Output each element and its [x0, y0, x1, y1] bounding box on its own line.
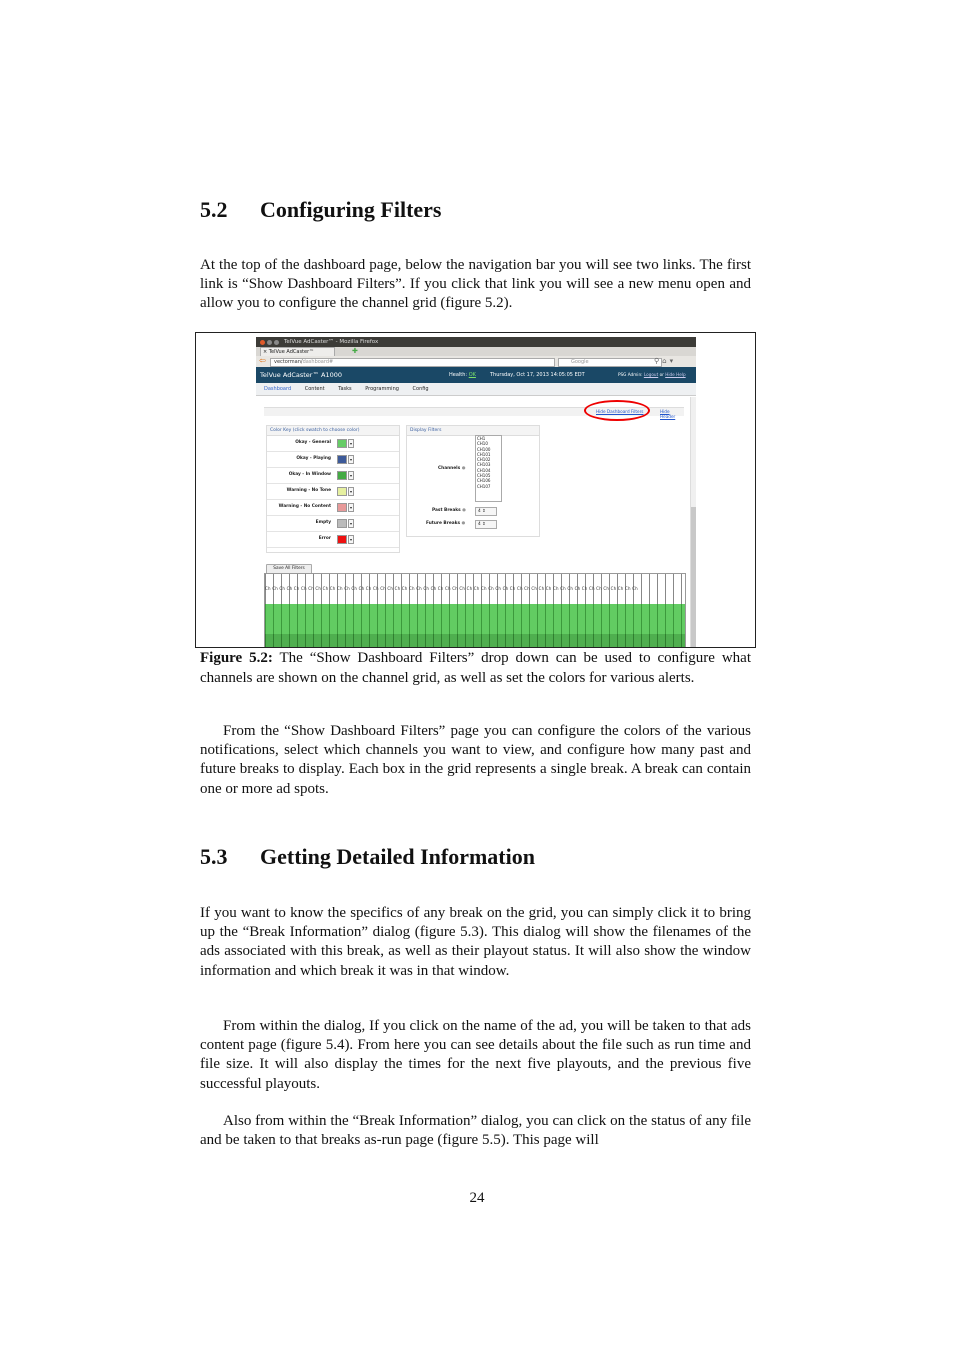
- home-icon: ⌂: [662, 357, 670, 365]
- future-breaks-text: Future Breaks: [426, 521, 461, 526]
- close-window-icon: [260, 340, 265, 345]
- color-row-okay-playing: [267, 451, 399, 468]
- color-swatch[interactable]: [337, 503, 347, 512]
- color-swatch[interactable]: [337, 487, 347, 496]
- maximize-window-icon: [274, 340, 279, 345]
- color-label: Error: [318, 536, 331, 541]
- color-row-error: [267, 531, 399, 548]
- url-path: dashboard#: [302, 359, 334, 365]
- section-heading-5-3: [200, 844, 535, 870]
- browser-urlbar: [256, 356, 696, 367]
- color-swatch[interactable]: [337, 471, 347, 480]
- chevron-down-icon[interactable]: ▾: [349, 441, 352, 446]
- color-row-okay-general: [267, 435, 399, 452]
- hide-dashboard-filters-link[interactable]: Hide Dashboard Filters: [596, 409, 644, 414]
- channel-option[interactable]: CH10: [477, 441, 488, 447]
- channel-option[interactable]: CH106: [477, 478, 491, 484]
- grid-break-row[interactable]: [265, 634, 685, 648]
- color-swatch[interactable]: [337, 455, 347, 464]
- browser-tabbar: [256, 347, 696, 356]
- menu-item-tasks[interactable]: Tasks: [338, 386, 352, 392]
- paragraph-filters: From the “Show Dashboard Filters” page you can configure the colors of the various notifications, select which channels you want to view, and configure how many past and future breaks to display. Each box in the grid represents a single break. A break can contain one or more ad spots.: [200, 723, 751, 797]
- help-icon: ●: [461, 466, 466, 471]
- menu-icon: ▾: [669, 357, 677, 365]
- section-title: Configuring Filters: [260, 197, 442, 222]
- current-datetime: Thursday, Oct 17, 2013 14:05:05 EDT: [490, 372, 585, 378]
- color-swatch[interactable]: [337, 519, 347, 528]
- page-number: 24: [469, 1190, 485, 1206]
- window-titlebar: [256, 337, 696, 347]
- channel-option[interactable]: CH107: [477, 483, 491, 489]
- section-number: 5.3: [200, 844, 228, 869]
- window-title: TelVue AdCaster™ - Mozilla Firefox: [284, 339, 379, 345]
- address-input[interactable]: [270, 358, 555, 367]
- admin-links: [618, 367, 686, 383]
- grid-break-row[interactable]: [265, 604, 685, 634]
- health-indicator: [449, 367, 476, 383]
- color-key-panel: [266, 425, 400, 553]
- channel-option[interactable]: CH102: [477, 457, 491, 463]
- highlight-circle: [584, 400, 650, 421]
- health-status[interactable]: OK: [468, 372, 476, 378]
- menu-item-config[interactable]: Config: [412, 386, 429, 392]
- color-label: Okay - Playing: [296, 456, 331, 461]
- app-menubar: [256, 383, 696, 396]
- url-host: vectorman/: [274, 359, 303, 365]
- past-breaks-stepper[interactable]: [475, 507, 497, 516]
- past-breaks-text: Past Breaks: [432, 508, 461, 513]
- channel-option[interactable]: CH100: [477, 446, 491, 452]
- back-arrow-icon: ⇦: [259, 356, 266, 365]
- menu-item-programming[interactable]: Programming: [365, 386, 399, 392]
- color-row-warning-no-content: [267, 499, 399, 516]
- tab-label: TelVue AdCaster™: [268, 349, 315, 355]
- paragraph-intro: At the top of the dashboard page, below the navigation bar you will see two links. The first link is “Show Dashboard Filters”. If you click that link you will see a new menu open and allow you to configure the channel grid (figure 5.2).: [200, 257, 751, 312]
- figure-caption: [200, 649, 751, 688]
- color-label: Warning - No Tone: [286, 488, 331, 493]
- search-icon: ⚲: [654, 357, 663, 365]
- paragraph-dialog: From within the dialog, If you click on the name of the ad, you will be taken to that ads content page (figure 5.4). From here you can see details about the file such as run time and file size. It will also display the times for the next five playouts, and the previous five successful playouts.: [200, 1018, 751, 1092]
- channel-grid: [264, 573, 686, 648]
- color-swatch[interactable]: [337, 535, 347, 544]
- display-filters-title: Display Filters: [407, 426, 539, 436]
- help-icon: ●: [461, 521, 466, 526]
- chevron-down-icon[interactable]: ▾: [349, 505, 352, 510]
- stepper-icon: ⇕: [482, 509, 486, 514]
- logout-link[interactable]: Logout: [643, 372, 659, 377]
- or-text: or: [659, 372, 664, 377]
- channel-option[interactable]: CH103: [477, 462, 491, 468]
- help-icon: ●: [462, 508, 466, 513]
- color-key-title: Color Key (click swatch to choose color): [267, 426, 399, 436]
- channel-option[interactable]: CH101: [477, 451, 491, 457]
- scrollbar-thumb[interactable]: [691, 507, 696, 647]
- chevron-down-icon[interactable]: ▾: [349, 473, 352, 478]
- color-label: Empty: [315, 520, 331, 525]
- browser-tab[interactable]: [260, 347, 335, 356]
- chevron-down-icon[interactable]: ▾: [349, 537, 352, 542]
- caption-text: The “Show Dashboard Filters” drop down can be used to configure what channels are shown on the channel grid, as well as set the colors for various alerts.: [200, 650, 751, 686]
- new-tab-icon: ✚: [352, 347, 358, 355]
- section-title: Getting Detailed Information: [260, 844, 535, 869]
- section-number: 5.2: [200, 197, 228, 222]
- health-label: Health:: [449, 372, 468, 378]
- caption-label: Figure 5.2:: [200, 650, 273, 666]
- channels-label: [438, 466, 465, 471]
- help-link[interactable]: Hide Help: [665, 372, 686, 377]
- chevron-down-icon[interactable]: ▾: [349, 521, 352, 526]
- color-row-okay-in-window: [267, 467, 399, 484]
- color-row-empty: [267, 515, 399, 532]
- channels-listbox[interactable]: [475, 435, 502, 502]
- channels-label-text: Channels: [438, 466, 461, 471]
- chevron-down-icon[interactable]: ▾: [349, 457, 352, 462]
- color-swatch[interactable]: [337, 439, 347, 448]
- past-breaks-label: [432, 508, 466, 513]
- hide-header-link[interactable]: Hide Header: [660, 409, 676, 419]
- past-breaks-value: 4: [478, 509, 481, 514]
- toolbar-icons: [654, 357, 676, 365]
- chevron-down-icon[interactable]: ▾: [349, 489, 352, 494]
- color-label: Okay - General: [295, 440, 331, 445]
- menu-item-dashboard[interactable]: Dashboard: [264, 386, 292, 392]
- channel-option[interactable]: CH1: [477, 436, 486, 441]
- channel-option[interactable]: CH104: [477, 467, 491, 473]
- app-brand: TelVue AdCaster™ A1000: [260, 371, 343, 379]
- save-all-filters-button[interactable]: Save All Filters: [266, 564, 312, 574]
- admin-label: PSG Admin:: [618, 372, 643, 377]
- app-header: [256, 367, 696, 383]
- figure-5-2: [195, 332, 756, 648]
- future-breaks-value: 4: [478, 522, 481, 527]
- color-label: Okay - In Window: [288, 472, 331, 477]
- paragraph-status: Also from within the “Break Information” dialog, you can click on the status of any file and be taken to that breaks as-run page (figure 5.5). This page will: [200, 1113, 751, 1149]
- display-filters-panel: [406, 425, 540, 537]
- channel-option[interactable]: CH105: [477, 473, 491, 479]
- firefox-screenshot: [256, 337, 696, 648]
- search-input[interactable]: Google: [558, 358, 662, 367]
- tab-close-icon: ×: [263, 349, 268, 355]
- future-breaks-label: [426, 521, 465, 526]
- paragraph-break-info: If you want to know the specifics of any break on the grid, you can simply click it to bring up the “Break Information” dialog (figure 5.3). This dialog will show the filenames of the ads associated with this break, as well as their playout status. It will also show the window information and which break it was in that window.: [200, 905, 751, 979]
- menu-item-content[interactable]: Content: [304, 386, 325, 392]
- section-heading-5-2: [200, 197, 442, 223]
- future-breaks-stepper[interactable]: [475, 520, 497, 529]
- color-row-warning-no-tone: [267, 483, 399, 500]
- stepper-icon: ⇕: [482, 522, 486, 527]
- color-label: Warning - No Content: [278, 504, 331, 509]
- minimize-window-icon: [267, 340, 272, 345]
- grid-header-labels: Ch Ch Ch Ch Ch Ch Ch Ch Ch Ch Ch Ch Ch Ch Ch Ch Ch Ch Ch Ch Ch Ch Ch Ch Ch Ch Ch Ch Ch Ch Ch Ch Ch Ch Ch Ch Ch Ch Ch Ch Ch Ch Ch Ch Ch Ch Ch Ch Ch Ch Ch Ch: [265, 586, 638, 591]
- page-scrollbar[interactable]: [690, 397, 696, 648]
